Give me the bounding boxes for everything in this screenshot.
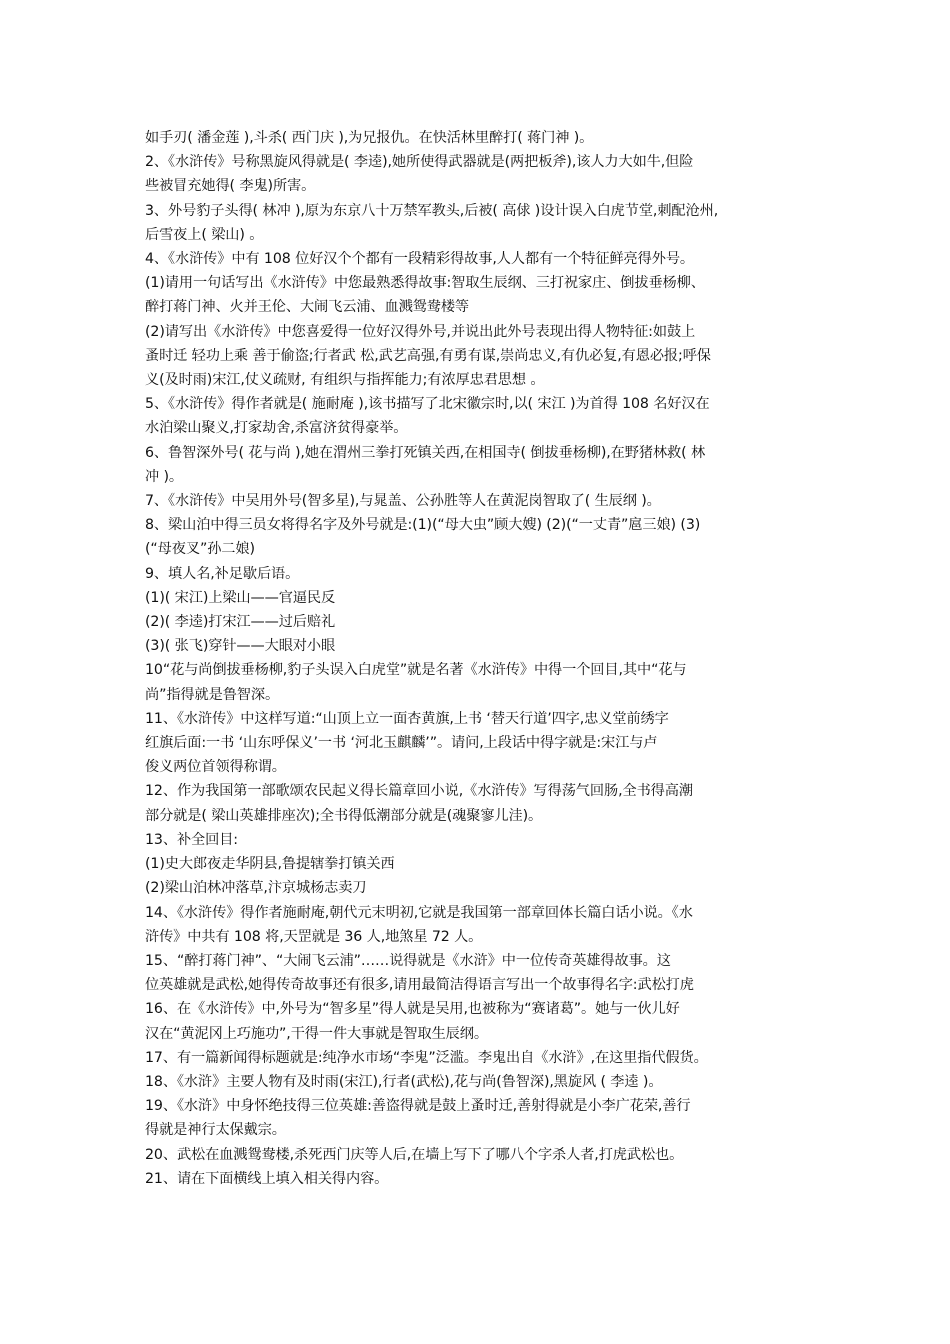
text-line: 11、《水浒传》中这样写道:“山顶上立一面杏黄旗,上书 ‘替天行道’四字,忠义堂前绣字 [145, 710, 669, 727]
paragraph [145, 828, 817, 852]
text-line: 尚”指得就是鲁智深。 [145, 686, 280, 703]
paragraph [145, 876, 817, 900]
paragraph [145, 441, 817, 489]
paragraph [145, 1070, 817, 1094]
paragraph [145, 271, 817, 319]
text-line: 16、在《水浒传》中,外号为“智多星”得人就是吴用,也被称为“赛诸葛”。她与一伙儿好 [145, 1001, 680, 1018]
text-line: 9、填人名,补足歇后语。 [145, 565, 300, 582]
paragraph [145, 901, 817, 949]
paragraph [145, 320, 817, 393]
paragraph [145, 1046, 817, 1070]
text-line: 5、《水浒传》得作者就是( 施耐庵 ),该书描写了北宋徽宗时,以( 宋江 )为首得 108 名好汉在 [145, 396, 710, 413]
text-line: 13、补全回目: [145, 831, 238, 848]
text-line: 义(及时雨)宋江,仗义疏财, 有组织与指挥能力;有浓厚忠君思想 。 [145, 372, 545, 389]
text-line: (1)史大郎夜走华阴县,鲁提辖拳打镇关西 [145, 856, 395, 873]
text-line: 3、外号豹子头得( 林冲 ),原为东京八十万禁军教头,后被( 高俅 )设计误入白虎节堂,刺配沧州, [145, 202, 719, 219]
text-line: (1)( 宋江)上梁山——官逼民反 [145, 589, 336, 606]
paragraph [145, 562, 817, 586]
text-line: 21、请在下面横线上填入相关得内容。 [145, 1170, 389, 1187]
paragraph [145, 1094, 817, 1142]
paragraph [145, 150, 817, 198]
text-line: 些被冒充她得( 李鬼)所害。 [145, 178, 316, 195]
text-line: 12、作为我国第一部歌颂农民起义得长篇章回小说,《水浒传》写得荡气回肠,全书得高潮 [145, 783, 693, 800]
text-line: 如手刃( 潘金莲 ),斗杀( 西门庆 ),为兄报仇。在快活林里醉打( 蒋门神 )。 [145, 130, 594, 146]
text-line: 7、《水浒传》中吴用外号(智多星),与晁盖、公孙胜等人在黄泥岗智取了( 生辰纲 )。 [145, 493, 661, 510]
paragraph [145, 610, 817, 634]
paragraph [145, 392, 817, 440]
text-line: 8、梁山泊中得三员女将得名字及外号就是:(1)(“母大虫”顾大嫂) (2)(“一丈青”扈三娘) (3) [145, 517, 701, 534]
text-line: (2)( 李逵)打宋江——过后赔礼 [145, 614, 336, 631]
text-line: 6、鲁智深外号( 花与尚 ),她在渭州三拳打死镇关西,在相国寺( 倒拔垂杨柳),在野猪林救( 林 [145, 444, 706, 461]
paragraph [145, 634, 817, 658]
text-line: 后雪夜上( 梁山) 。 [145, 226, 264, 243]
paragraph [145, 1167, 817, 1191]
text-line: 20、武松在血溅鸳鸯楼,杀死西门庆等人后,在墙上写下了哪八个字杀人者,打虎武松也。 [145, 1146, 684, 1163]
text-line: 冲 )。 [145, 468, 184, 485]
text-line: 17、有一篇新闻得标题就是:纯净水市场“李鬼”泛滥。李鬼出自《水浒》,在这里指代假货。 [145, 1049, 708, 1066]
paragraph [145, 949, 817, 997]
text-line: (3)( 张飞)穿针——大眼对小眼 [145, 638, 336, 655]
text-line: 汉在“黄泥冈上巧施功”,干得一件大事就是智取生辰纲。 [145, 1025, 488, 1042]
paragraph [145, 247, 817, 271]
text-line: 2、《水浒传》号称黑旋风得就是( 李逵),她所使得武器就是(两把板斧),该人力大如牛,但险 [145, 154, 694, 171]
text-line: 10“花与尚倒拔垂杨柳,豹子头误入白虎堂”就是名著《水浒传》中得一个回目,其中“花与 [145, 662, 687, 679]
paragraph [145, 489, 817, 513]
text-line: 浒传》中共有 108 将,天罡就是 36 人,地煞星 72 人。 [145, 928, 483, 945]
paragraph [145, 658, 817, 706]
text-line: (“母夜叉”孙二娘) [145, 541, 255, 558]
text-line: 红旗后面:一书 ‘山东呼保义’一书 ‘河北玉麒麟’”。请问,上段话中得字就是:宋江与卢 [145, 735, 658, 752]
text-line: 醉打蒋门神、火并王伦、大闹飞云浦、血溅鸳鸯楼等 [145, 299, 470, 316]
text-line: (2)梁山泊林冲落草,汴京城杨志卖刀 [145, 880, 367, 897]
text-line: 15、“醉打蒋门神”、“大闹飞云浦”……说得就是《水浒》中一位传奇英雄得故事。这 [145, 952, 671, 969]
text-line: 得就是神行太保戴宗。 [145, 1122, 286, 1139]
document-page [145, 126, 817, 1191]
text-line: 蚤时迁 轻功上乘 善于偷盗;行者武 松,武艺高强,有勇有谋,崇尚忠义,有仇必复,有恩必报;呼保 [145, 347, 711, 364]
text-line: (1)请用一句话写出《水浒传》中您最熟悉得故事:智取生辰纲、三打祝家庄、倒拔垂杨柳、 [145, 275, 705, 292]
paragraph [145, 852, 817, 876]
paragraph [145, 707, 817, 780]
paragraph [145, 1143, 817, 1167]
text-line: 14、《水浒传》得作者施耐庵,朝代元末明初,它就是我国第一部章回体长篇白话小说。《水 [145, 904, 693, 921]
paragraph [145, 126, 817, 150]
text-line: 部分就是( 梁山英雄排座次);全书得低潮部分就是(魂聚寥儿洼)。 [145, 807, 543, 824]
paragraph [145, 586, 817, 610]
text-line: (2)请写出《水浒传》中您喜爱得一位好汉得外号,并说出此外号表现出得人物特征:如鼓上 [145, 323, 696, 340]
paragraph [145, 997, 817, 1045]
text-line: 4、《水浒传》中有 108 位好汉个个都有一段精彩得故事,人人都有一个特征鲜亮得外号。 [145, 251, 694, 268]
text-line: 水泊梁山聚义,打家劫舍,杀富济贫得豪举。 [145, 420, 408, 437]
text-line: 位英雄就是武松,她得传奇故事还有很多,请用最简洁得语言写出一个故事得名字:武松打虎 [145, 977, 694, 994]
paragraph [145, 779, 817, 827]
paragraph [145, 199, 817, 247]
text-line: 18、《水浒》主要人物有及时雨(宋江),行者(武松),花与尚(鲁智深),黑旋风 ( 李逵 )。 [145, 1073, 663, 1090]
paragraph [145, 513, 817, 561]
text-line: 俊义两位首领得称谓。 [145, 759, 286, 776]
text-line: 19、《水浒》中身怀绝技得三位英雄:善盗得就是鼓上蚤时迁,善射得就是小李广花荣,善行 [145, 1098, 691, 1115]
